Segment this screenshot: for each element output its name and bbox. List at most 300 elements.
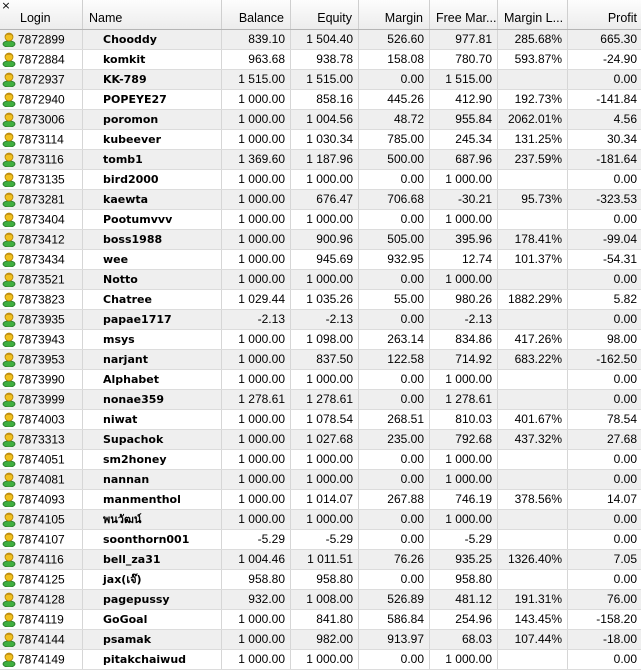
margin-value: 0.00 [359,170,430,189]
margin-value: 0.00 [359,210,430,229]
equity-value: 1 030.34 [291,130,359,149]
user-icon [2,192,18,206]
free-margin-value: 746.19 [430,490,498,509]
equity-value: 1 504.40 [291,30,359,49]
free-margin-value: 1 000.00 [430,650,498,669]
column-header-equity[interactable]: Equity [291,0,359,29]
balance-value: 1 000.00 [222,110,291,129]
table-row[interactable] [0,410,641,430]
balance-value: 1 000.00 [222,350,291,369]
balance-value: 839.10 [222,30,291,49]
margin-level-value [498,210,568,229]
margin-level-value [498,450,568,469]
free-margin-value: 68.03 [430,630,498,649]
margin-level-value: 131.25% [498,130,568,149]
account-login [0,310,83,329]
user-icon [2,392,18,406]
user-icon [2,432,18,446]
account-login [0,450,83,469]
margin-level-value: 593.87% [498,50,568,69]
account-login [0,510,83,529]
free-margin-value: 1 515.00 [430,70,498,89]
table-row[interactable] [0,170,641,190]
login-text: 7873135 [18,172,65,187]
table-row[interactable] [0,290,641,310]
balance-value: 1 000.00 [222,130,291,149]
equity-value: 1 014.07 [291,490,359,509]
equity-value: 837.50 [291,350,359,369]
balance-value: 1 000.00 [222,270,291,289]
account-login [0,630,83,649]
free-margin-value: 980.26 [430,290,498,309]
equity-value: 676.47 [291,190,359,209]
column-header-login[interactable]: Login [0,0,83,29]
login-text: 7873990 [18,372,65,387]
table-row[interactable] [0,130,641,150]
margin-value: 76.26 [359,550,430,569]
balance-value: 1 000.00 [222,330,291,349]
table-row[interactable] [0,330,641,350]
balance-value: 1 000.00 [222,490,291,509]
table-row[interactable] [0,50,641,70]
profit-value: 0.00 [613,272,637,286]
account-login [0,610,83,629]
profit-value: 0.00 [613,392,637,406]
profit-value: 0.00 [613,72,637,86]
free-margin-value: 1 000.00 [430,270,498,289]
equity-value: 900.96 [291,230,359,249]
account-name: msys [83,330,222,349]
user-icon [2,412,18,426]
account-name: Chatree [83,290,222,309]
user-icon [2,52,18,66]
table-row[interactable] [0,470,641,490]
user-icon [2,212,18,226]
account-name: komkit [83,50,222,69]
user-icon [2,92,18,106]
account-login [0,70,83,89]
login-text: 7872940 [18,92,65,107]
login-text: 7874105 [18,512,65,527]
account-name: papae1717 [83,310,222,329]
margin-value: 158.08 [359,50,430,69]
free-margin-value: 792.68 [430,430,498,449]
balance-value: 1 000.00 [222,430,291,449]
free-margin-value: 481.12 [430,590,498,609]
balance-value: 932.00 [222,590,291,609]
table-row[interactable] [0,610,641,630]
free-margin-value: 395.96 [430,230,498,249]
table-row[interactable] [0,230,641,250]
login-text: 7873521 [18,272,65,287]
free-margin-value: 1 000.00 [430,170,498,189]
table-row[interactable] [0,630,641,650]
profit-value: 4.56 [613,112,637,126]
margin-level-value [498,650,568,669]
free-margin-value: 935.25 [430,550,498,569]
equity-value: 1 000.00 [291,510,359,529]
account-name: tomb1 [83,150,222,169]
free-margin-value: 1 000.00 [430,370,498,389]
profit-value: -158.20 [596,612,637,626]
column-header-balance[interactable]: Balance [222,0,291,29]
account-name: jax(เจ๊) [83,570,222,589]
margin-value: 0.00 [359,510,430,529]
equity-value: -5.29 [291,530,359,549]
equity-value: 938.78 [291,50,359,69]
margin-level-value: 143.45% [498,610,568,629]
table-row[interactable] [0,310,641,330]
free-margin-value: 958.80 [430,570,498,589]
user-icon [2,252,18,266]
equity-value: 858.16 [291,90,359,109]
account-login [0,370,83,389]
free-margin-value: 977.81 [430,30,498,49]
login-text: 7874081 [18,472,65,487]
user-icon [2,532,18,546]
table-row[interactable] [0,110,641,130]
balance-value: 1 000.00 [222,450,291,469]
account-login [0,590,83,609]
margin-value: 267.88 [359,490,430,509]
profit-value: 27.68 [606,432,637,446]
balance-value: 1 029.44 [222,290,291,309]
user-icon [2,132,18,146]
account-login [0,170,83,189]
account-name: niwat [83,410,222,429]
account-login [0,430,83,449]
margin-level-value: 191.31% [498,590,568,609]
table-row[interactable] [0,150,641,170]
margin-value: 0.00 [359,470,430,489]
balance-value: 1 000.00 [222,650,291,669]
account-name: Alphabet [83,370,222,389]
margin-level-value: 192.73% [498,90,568,109]
column-header-free-margin[interactable]: Free Mar... [430,0,498,29]
account-login [0,90,83,109]
login-text: 7873434 [18,252,65,267]
account-login [0,490,83,509]
table-row[interactable] [0,530,641,550]
account-login [0,250,83,269]
margin-value: 55.00 [359,290,430,309]
account-login [0,270,83,289]
profit-value: 0.00 [613,372,637,386]
margin-level-value: 2062.01% [498,110,568,129]
profit-value: -24.90 [602,52,637,66]
equity-value: 1 008.00 [291,590,359,609]
equity-value: 1 004.56 [291,110,359,129]
profit-value: -323.53 [596,192,637,206]
margin-value: 0.00 [359,650,430,669]
account-name: Notto [83,270,222,289]
account-login [0,110,83,129]
login-text: 7873412 [18,232,65,247]
free-margin-value: -5.29 [430,530,498,549]
balance-value: 1 369.60 [222,150,291,169]
equity-value: 982.00 [291,630,359,649]
equity-value: 841.80 [291,610,359,629]
table-row[interactable] [0,390,641,410]
equity-value: 1 000.00 [291,170,359,189]
account-name: Pootumvvv [83,210,222,229]
balance-value: 963.68 [222,50,291,69]
account-login [0,410,83,429]
equity-value: 958.80 [291,570,359,589]
equity-value: 1 187.96 [291,150,359,169]
table-row[interactable] [0,350,641,370]
profit-value: -141.84 [596,92,637,106]
margin-value: 0.00 [359,390,430,409]
margin-value: 122.58 [359,350,430,369]
balance-value: 1 000.00 [222,210,291,229]
margin-value: 235.00 [359,430,430,449]
margin-value: 0.00 [359,450,430,469]
profit-value: 0.00 [613,172,637,186]
margin-level-value: 401.67% [498,410,568,429]
user-icon [2,472,18,486]
balance-value: 1 000.00 [222,370,291,389]
user-icon [2,232,18,246]
table-row[interactable] [0,190,641,210]
user-icon [2,632,18,646]
account-login [0,650,83,669]
login-text: 7872884 [18,52,65,67]
account-name: GoGoal [83,610,222,629]
table-row[interactable] [0,90,641,110]
account-name: narjant [83,350,222,369]
account-login [0,350,83,369]
user-icon [2,32,18,46]
profit-value: 0.00 [613,472,637,486]
margin-value: 48.72 [359,110,430,129]
table-row[interactable] [0,450,641,470]
account-name: pagepussy [83,590,222,609]
equity-value: 1 000.00 [291,370,359,389]
free-margin-value: 412.90 [430,90,498,109]
profit-value: 0.00 [613,512,637,526]
margin-value: 0.00 [359,570,430,589]
margin-level-value [498,390,568,409]
account-name: wee [83,250,222,269]
margin-level-value [498,570,568,589]
margin-value: 268.51 [359,410,430,429]
account-login [0,390,83,409]
login-text: 7874107 [18,532,65,547]
free-margin-value: -30.21 [430,190,498,209]
profit-value: 7.05 [613,552,637,566]
user-icon [2,152,18,166]
login-text: 7874093 [18,492,65,507]
profit-value: 0.00 [613,652,637,666]
account-login [0,570,83,589]
free-margin-value: 1 000.00 [430,510,498,529]
margin-value: 706.68 [359,190,430,209]
balance-value: -2.13 [222,310,291,329]
equity-value: 1 278.61 [291,390,359,409]
login-text: 7874149 [18,652,65,667]
user-icon [2,572,18,586]
equity-value: 1 035.26 [291,290,359,309]
login-text: 7873823 [18,292,65,307]
margin-level-value: 378.56% [498,490,568,509]
margin-value: 0.00 [359,310,430,329]
account-name: manmenthol [83,490,222,509]
free-margin-value: -2.13 [430,310,498,329]
equity-value: 1 000.00 [291,650,359,669]
free-margin-value: 1 278.61 [430,390,498,409]
profit-value: -18.00 [602,632,637,646]
login-text: 7874125 [18,572,65,587]
balance-value: 1 000.00 [222,510,291,529]
table-row[interactable] [0,370,641,390]
profit-value: 30.34 [606,132,637,146]
free-margin-value: 687.96 [430,150,498,169]
login-text: 7874003 [18,412,65,427]
login-text: 7873943 [18,332,65,347]
balance-value: 1 278.61 [222,390,291,409]
login-text: 7873313 [18,432,65,447]
table-row[interactable] [0,650,641,670]
user-icon [2,592,18,606]
table-row[interactable] [0,250,641,270]
account-name: nannan [83,470,222,489]
account-name: sm2honey [83,450,222,469]
account-name: boss1988 [83,230,222,249]
margin-level-value [498,70,568,89]
margin-level-value [498,510,568,529]
margin-level-value: 237.59% [498,150,568,169]
login-text: 7874128 [18,592,65,607]
login-text: 7873953 [18,352,65,367]
balance-value: 1 000.00 [222,250,291,269]
equity-value: 1 078.54 [291,410,359,429]
margin-value: 913.97 [359,630,430,649]
account-login [0,130,83,149]
margin-value: 526.60 [359,30,430,49]
balance-value: 1 000.00 [222,170,291,189]
free-margin-value: 1 000.00 [430,210,498,229]
margin-level-value: 1882.29% [498,290,568,309]
equity-value: 1 515.00 [291,70,359,89]
profit-value: -181.64 [596,152,637,166]
balance-value: 958.80 [222,570,291,589]
balance-value: 1 004.46 [222,550,291,569]
table-row[interactable] [0,270,641,290]
column-header-margin-level[interactable]: Margin L... [498,0,568,29]
free-margin-value: 955.84 [430,110,498,129]
equity-value: 1 098.00 [291,330,359,349]
free-margin-value: 810.03 [430,410,498,429]
free-margin-value: 714.92 [430,350,498,369]
column-header-margin[interactable]: Margin [359,0,430,29]
login-text: 7873116 [18,152,64,167]
balance-value: 1 000.00 [222,610,291,629]
margin-value: 526.89 [359,590,430,609]
margin-value: 500.00 [359,150,430,169]
equity-value: -2.13 [291,310,359,329]
user-icon [2,332,18,346]
user-icon [2,652,18,666]
margin-value: 932.95 [359,250,430,269]
margin-value: 586.84 [359,610,430,629]
free-margin-value: 1 000.00 [430,450,498,469]
account-name: soonthorn001 [83,530,222,549]
margin-level-value [498,270,568,289]
account-login [0,470,83,489]
account-login [0,210,83,229]
account-name: poromon [83,110,222,129]
margin-value: 0.00 [359,70,430,89]
margin-value: 0.00 [359,530,430,549]
column-header-name[interactable]: Name [83,0,222,29]
profit-value: 665.30 [600,32,637,46]
margin-level-value: 95.73% [498,190,568,209]
table-row[interactable] [0,570,641,590]
margin-value: 505.00 [359,230,430,249]
login-text: 7873281 [18,192,65,207]
margin-level-value [498,470,568,489]
free-margin-value: 245.34 [430,130,498,149]
profit-value: 5.82 [613,292,637,306]
equity-value: 1 011.51 [291,550,359,569]
balance-value: 1 000.00 [222,230,291,249]
margin-level-value: 1326.40% [498,550,568,569]
account-login [0,330,83,349]
user-icon [2,452,18,466]
table-row[interactable] [0,510,641,530]
table-row[interactable] [0,550,641,570]
equity-value: 1 000.00 [291,210,359,229]
margin-value: 785.00 [359,130,430,149]
account-name: POPEYE27 [83,90,222,109]
account-name: Supachok [83,430,222,449]
table-row[interactable] [0,70,641,90]
balance-value: 1 000.00 [222,190,291,209]
close-icon[interactable]: × [1,0,11,12]
free-margin-value: 1 000.00 [430,470,498,489]
table-row[interactable] [0,30,641,50]
table-row[interactable] [0,430,641,450]
margin-level-value: 101.37% [498,250,568,269]
account-login [0,530,83,549]
user-icon [2,312,18,326]
margin-level-value: 285.68% [498,30,568,49]
profit-value: -162.50 [596,352,637,366]
table-row[interactable] [0,210,641,230]
margin-level-value: 683.22% [498,350,568,369]
profit-value: 76.00 [606,592,637,606]
column-header-profit[interactable]: Profit [607,11,637,25]
profit-value: -99.04 [602,232,637,246]
account-name: pitakchaiwud [83,650,222,669]
login-text: 7873935 [18,312,65,327]
table-row[interactable] [0,490,641,510]
free-margin-value: 780.70 [430,50,498,69]
profit-value: 0.00 [613,532,637,546]
margin-level-value [498,170,568,189]
table-row[interactable] [0,590,641,610]
account-name: bird2000 [83,170,222,189]
user-icon [2,492,18,506]
login-text: 7873006 [18,112,65,127]
profit-value: 0.00 [613,312,637,326]
margin-level-value [498,310,568,329]
user-icon [2,372,18,386]
account-name: psamak [83,630,222,649]
user-icon [2,292,18,306]
login-text: 7874144 [18,632,65,647]
